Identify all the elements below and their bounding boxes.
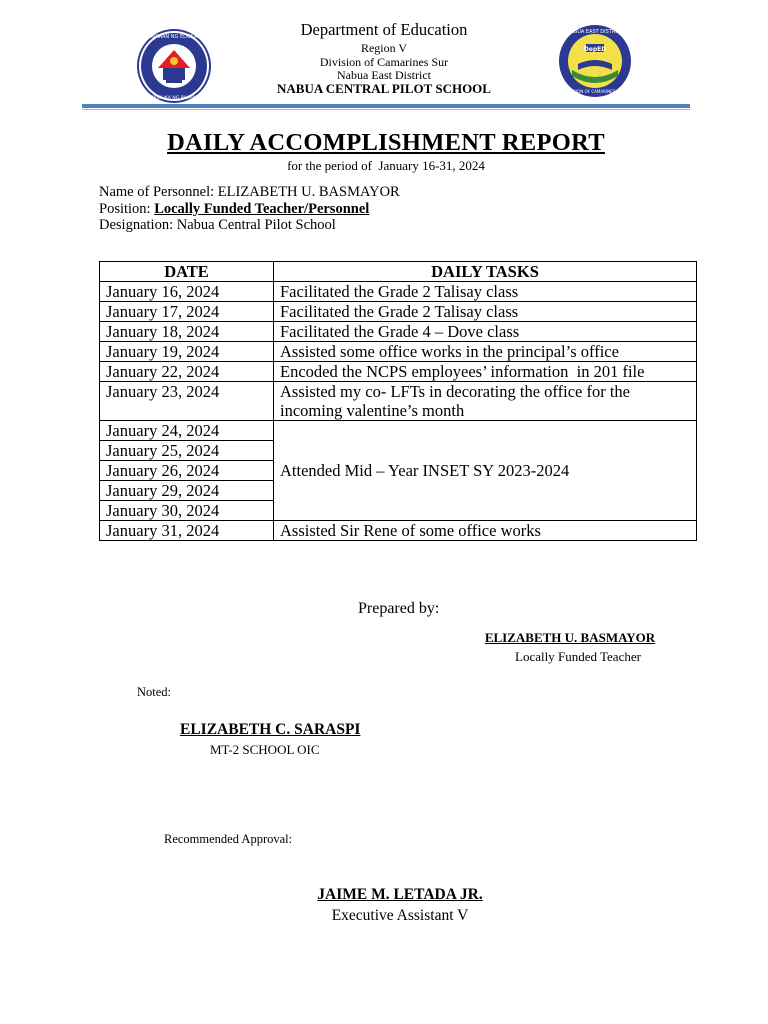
- date-cell: January 19, 2024: [100, 342, 274, 362]
- table-row: [100, 382, 697, 421]
- svg-text:REPUBLIKA NG PILIPINAS: REPUBLIKA NG PILIPINAS: [146, 96, 202, 101]
- district-name: Nabua East District: [337, 68, 431, 82]
- svg-text:KAGAWARAN NG EDUKASYON: KAGAWARAN NG EDUKASYON: [137, 34, 211, 40]
- date-cell: January 26, 2024: [100, 461, 274, 481]
- prepared-by-title: Locally Funded Teacher: [515, 649, 641, 664]
- table-header-row: [100, 262, 697, 282]
- region-name: Region V: [360, 41, 408, 55]
- date-cell: January 30, 2024: [100, 501, 274, 521]
- task-cell: Facilitated the Grade 2 Talisay class: [274, 282, 697, 302]
- position-value: Locally Funded Teacher/Personnel: [154, 201, 370, 217]
- noted-label: Noted:: [137, 685, 172, 699]
- position-label: Position:: [99, 201, 155, 217]
- recommended-title: Executive Assistant V: [331, 907, 469, 924]
- noted-title: MT-2 SCHOOL OIC: [210, 742, 320, 757]
- date-cell: January 29, 2024: [100, 481, 274, 501]
- personnel-designation-line: [99, 217, 336, 234]
- date-cell: January 23, 2024: [100, 382, 274, 421]
- recommended-approval-label: Recommended Approval:: [164, 832, 293, 846]
- date-cell: January 25, 2024: [100, 441, 274, 461]
- task-cell: Assisted my co- LFTs in decorating the office for the incoming valentine’s month: [274, 382, 697, 421]
- task-cell: Encoded the NCPS employees’ information in 201 file: [274, 362, 697, 382]
- table-row: [100, 322, 697, 342]
- svg-text:DIVISION OF CAMARINES SUR: DIVISION OF CAMARINES SUR: [565, 89, 625, 94]
- personnel-name-value: ELIZABETH U. BASMAYOR: [217, 184, 400, 200]
- header-rule: [82, 104, 690, 108]
- daily-tasks-table: [99, 261, 697, 541]
- prepared-by-name: ELIZABETH U. BASMAYOR: [484, 630, 656, 645]
- table-row: [100, 362, 697, 382]
- personnel-position-line: [99, 201, 369, 218]
- division-name: Division of Camarines Sur: [319, 55, 449, 69]
- recommended-name: JAIME M. LETADA JR.: [317, 886, 483, 903]
- table-row: [100, 342, 697, 362]
- task-cell: Assisted Sir Rene of some office works: [274, 521, 697, 541]
- header-daily-tasks: DAILY TASKS: [274, 262, 697, 282]
- personnel-name-line: [99, 184, 400, 201]
- table-row: [100, 521, 697, 541]
- table-row: [100, 302, 697, 322]
- date-cell: January 18, 2024: [100, 322, 274, 342]
- task-cell: Facilitated the Grade 4 – Dove class: [274, 322, 697, 342]
- school-name: NABUA CENTRAL PILOT SCHOOL: [277, 81, 491, 96]
- report-period: for the period of January 16-31, 2024: [287, 158, 485, 173]
- header-date: DATE: [100, 262, 274, 282]
- date-cell: January 16, 2024: [100, 282, 274, 302]
- date-cell: January 22, 2024: [100, 362, 274, 382]
- table-row: [100, 282, 697, 302]
- department-name: Department of Education: [300, 20, 468, 39]
- date-cell: January 24, 2024: [100, 421, 274, 441]
- merged-task-cell: Attended Mid – Year INSET SY 2023-2024: [274, 421, 697, 521]
- report-title: DAILY ACCOMPLISHMENT REPORT: [167, 129, 605, 156]
- noted-name: ELIZABETH C. SARASPI: [180, 721, 361, 738]
- header-rule-thin: [82, 109, 690, 110]
- personnel-name-label: Name of Personnel:: [99, 184, 218, 200]
- task-cell: Facilitated the Grade 2 Talisay class: [274, 302, 697, 322]
- date-cell: January 17, 2024: [100, 302, 274, 322]
- task-cell: Assisted some office works in the principal’s office: [274, 342, 697, 362]
- svg-text:NABUA EAST DISTRICT: NABUA EAST DISTRICT: [566, 29, 624, 35]
- svg-text:DepED: DepED: [583, 46, 607, 53]
- date-cell: January 31, 2024: [100, 521, 274, 541]
- prepared-by-label: Prepared by:: [358, 600, 440, 617]
- designation-value: Nabua Central Pilot School: [176, 217, 336, 233]
- table-row: [100, 421, 697, 441]
- designation-label: Designation:: [99, 217, 177, 233]
